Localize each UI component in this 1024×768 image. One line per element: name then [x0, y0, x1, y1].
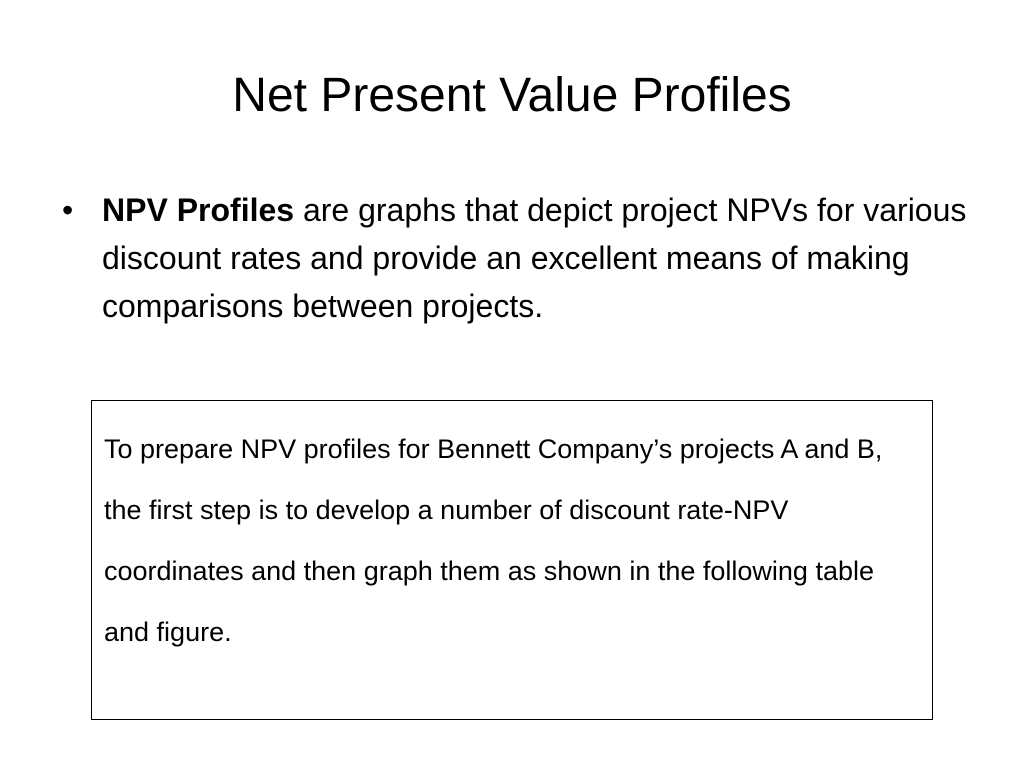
- slide-title: Net Present Value Profiles: [232, 69, 792, 122]
- callout-text: To prepare NPV profiles for Bennett Company’s projects A and B, the first step is to develop a number of discount rate-NPV coordinates and then graph them as shown in the following table and figure.: [104, 434, 883, 647]
- bullet-icon: •: [62, 192, 74, 228]
- bullet-text: [102, 186, 982, 330]
- bullet-term: NPV Profiles: [102, 192, 295, 228]
- callout-box: [91, 400, 933, 720]
- bullet-body: are graphs that depict project NPVs for various discount rates and provide an excellent means of making comparisons between projects.: [102, 192, 967, 324]
- bullet-item: [62, 186, 982, 330]
